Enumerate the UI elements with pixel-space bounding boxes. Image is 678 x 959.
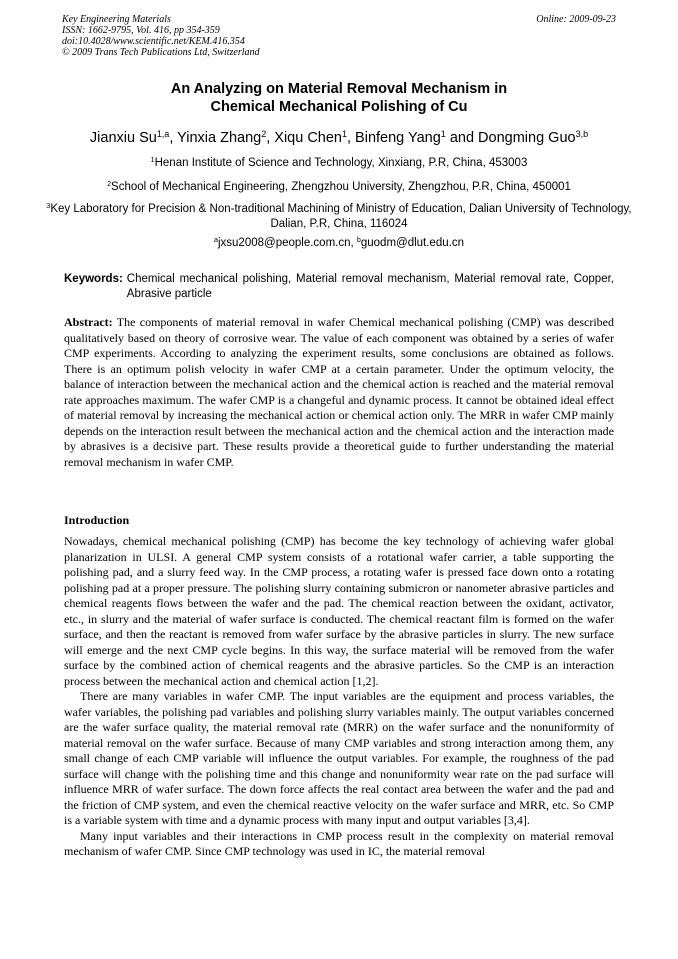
email-mark: a	[214, 236, 218, 245]
keywords-block	[64, 272, 614, 302]
affiliation-mark: 2	[107, 180, 112, 189]
author-name: , Yinxia Zhang	[169, 130, 262, 146]
email-address: guodm@dlut.edu.cn	[360, 237, 464, 249]
journal-issn: ISSN: 1662-9795, Vol. 416, pp 354-359	[62, 25, 220, 36]
affiliation-1	[30, 156, 648, 171]
journal-doi: doi:10.4028/www.scientific.net/KEM.416.354	[62, 36, 245, 47]
abstract-label: Abstract:	[64, 315, 113, 329]
author-affil-mark: 1,a	[156, 129, 170, 140]
abstract-text: The components of material removal in wafer Chemical mechanical polishing (CMP) was described qualitatively based on theory of corrosive wear. The value of each component was obtained by a series of wafer CMP experiments. According to analyzing the experiment results, some conclusions are obtained as follows. There is an optimum polish velocity in wafer CMP at a certain parameter. Under the optimum velocity, the balance of interaction between the mechanical action and the chemical action is reached and the material removal rate approaches maximum. The wafer CMP is a changeful and dynamic process. It cannot be obtained ideal effect of material removal by increasing the mechanical action or chemical action only. The MRR in wafer CMP mainly depends on the interaction result between the mechanical action and the chemical action and the interaction made by abrasives is a decisive part. These results provide a theoretical guide to further understanding the material removal mechanism in wafer CMP.	[64, 315, 614, 469]
paragraph: There are many variables in wafer CMP. The input variables are the equipment and process variables, the wafer variables, the polishing pad variables and polishing slurry variables mainly. The output variables concerned are the wafer surface quality, the material removal rate (MRR) on the wafer surface and the nonuniformity of material removal on the wafer surface. Because of many CMP variables and strong interaction among them, any small change of each CMP variable will influence the output variables. For example, the roughness of the pad surface will change with the polishing time and this change and nonuniformity wear rate on the pad surface will influence MRR of wafer surface. The down force affects the real contact area between the wafer and the pad and the friction of CMP system, and even the chemical reactive velocity on the wafer surface and MRR, etc. So CMP is a variable system with time and a dynamic process with many input and output variables [3,4].	[64, 689, 614, 827]
author-emails	[30, 236, 648, 251]
author-name: , Binfeng Yang	[347, 130, 441, 146]
introduction-body	[64, 534, 614, 860]
email-mark: b	[356, 236, 361, 245]
paper-title	[40, 80, 638, 116]
affiliation-mark: 3	[46, 202, 51, 211]
author-name: , Xiqu Chen	[266, 130, 342, 146]
title-line-1: An Analyzing on Material Removal Mechanism in	[170, 81, 508, 97]
paragraph: Nowadays, chemical mechanical polishing (CMP) has become the key technology of achieving wafer global planarization in ULSI. A general CMP system consists of a rotational wafer carrier, a table supporting the polishing pad, and a slurry feed way. In the CMP process, a rotating wafer is pressed face down onto a rotating polishing pad at a proper pressure. The polishing slurry containing submicron or nanometer abrasive particles and chemical reagents flows between the wafer and the pad. The chemical reaction between the oxidant, activator, etc., in slurry and the material of wafer surface is conducted. The chemical reactant film is formed on the wafer surface, and then the reactant is removed from wafer surface by the abrasive particles in slurry. The new surface will emerge and the next CMP cycle begins. In this way, the surface material will be removed from the wafer surface by the combined action of chemical reagents and the abrasive particles. So the CMP is an interaction process between the mechanical action and chemical action [1,2].	[64, 534, 614, 688]
journal-name: Key Engineering Materials	[62, 14, 171, 25]
affiliation-text: School of Mechanical Engineering, Zhengzhou University, Zhengzhou, P.R, China, 450001	[111, 181, 571, 193]
author-name: Jianxiu Su	[89, 130, 157, 146]
author-name: and Dongming Guo	[445, 130, 576, 146]
author-affil-mark: 2	[261, 129, 267, 140]
author-list	[20, 129, 658, 147]
author-affil-mark: 1	[342, 129, 347, 140]
affiliation-2	[30, 180, 648, 195]
keywords-text: Chemical mechanical polishing, Material removal mechanism, Material removal rate, Copper, Abrasive particle	[126, 273, 614, 300]
paragraph: Many input variables and their interactions in CMP process result in the complexity on material removal mechanism of wafer CMP. Since CMP technology was used in IC, the material removal	[64, 828, 614, 858]
affiliation-3	[40, 202, 638, 232]
affiliation-mark: 1	[150, 156, 155, 165]
author-affil-mark: 1	[440, 129, 446, 140]
journal-header	[62, 14, 616, 58]
section-heading-introduction: Introduction	[64, 513, 130, 527]
affiliation-text: Henan Institute of Science and Technology, Xinxiang, P.R, China, 453003	[154, 157, 528, 169]
journal-copyright: © 2009 Trans Tech Publications Ltd, Switzerland	[62, 47, 260, 58]
abstract-block	[64, 315, 614, 470]
affiliation-text: Key Laboratory for Precision & Non-traditional Machining of Ministry of Education, Dalian University of Technology, Dalian, P.R, China, 116024	[50, 203, 632, 230]
author-affil-mark: 3,b	[575, 129, 589, 140]
keywords-label: Keywords:	[64, 273, 123, 285]
email-address: jxsu2008@people.com.cn,	[217, 237, 357, 249]
title-line-2: Chemical Mechanical Polishing of Cu	[210, 99, 468, 115]
online-date: Online: 2009-09-23	[536, 14, 616, 25]
